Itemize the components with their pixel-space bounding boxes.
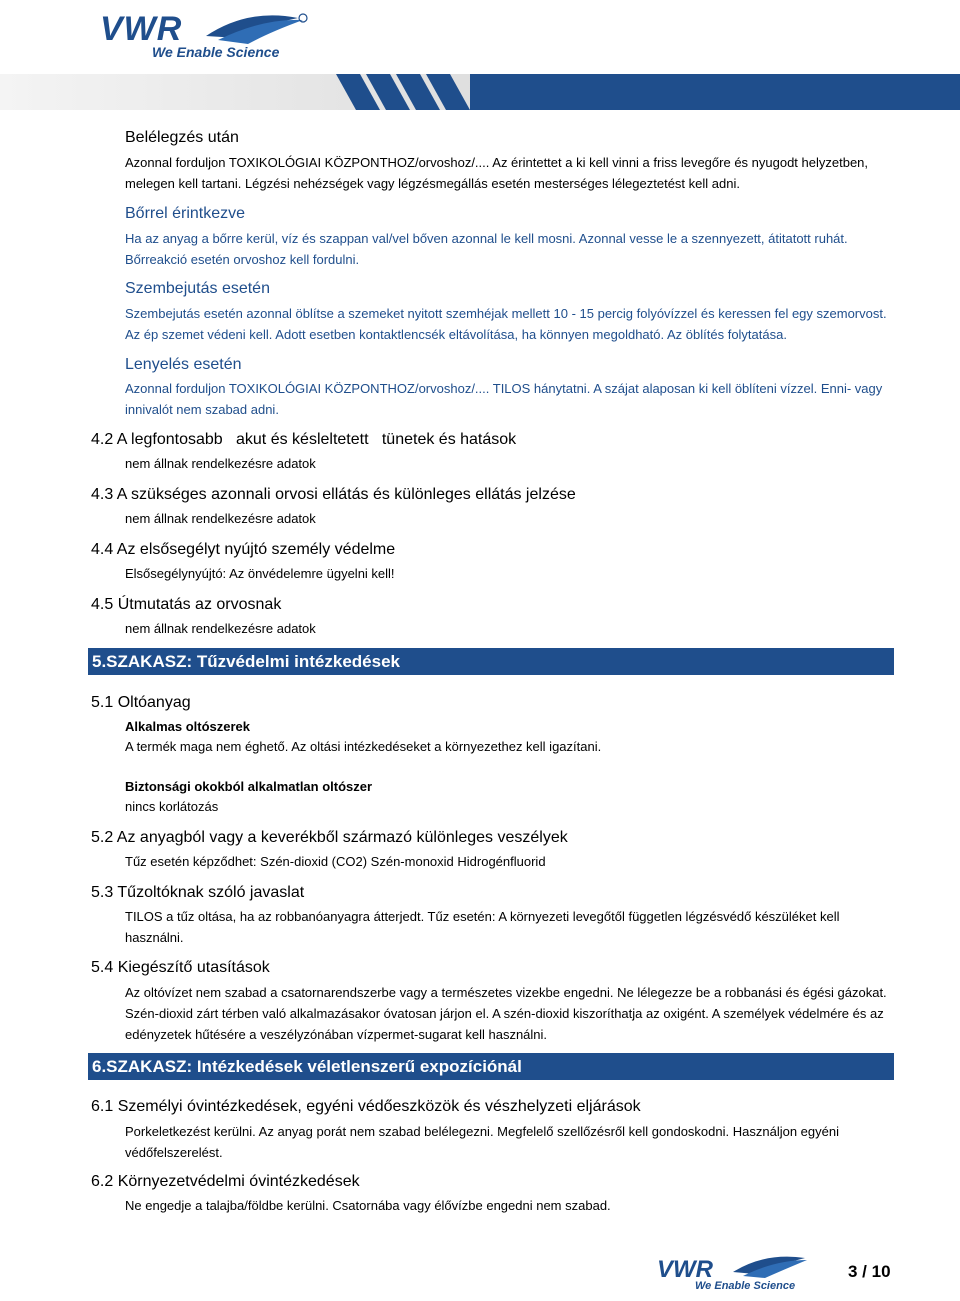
section-5-4-text-body: Az oltóvízet nem szabad a csatornarendszerbe vagy a természetes vizekbe engedni. Ne lélegezze be a robbanási és égési gázokat. Szén-dioxid zárt térben való alkalmazásakor óvatosan járjon el. A szén-dioxid kiszoríthatja az oxigént. A személyek védelmére és az edényzetek hűtésére a veszélyzónában vízpermet-sugarat kell használni.	[125, 985, 887, 1042]
section-6-1-text-body: Porkeletkezést kerülni. Az anyag porát nem szabad belélegezni. Megfelelő szellőzésről kell gondoskodni. Használjon egyéni védőfelszerelést.	[125, 1124, 839, 1160]
ingestion-title: Lenyelés esetén	[125, 356, 242, 373]
inhalation-text-body: Azonnal forduljon TOXIKOLÓGIAI KÖZPONTHOZ/orvoshoz/.... Az érintettet a ki kell vinni a friss levegőre és nyugodt helyzetben, melegen kell tartani. Légzési nehézségek vagy légzésmegállás esetén mesterséges lélegeztetést kell adni.	[125, 155, 869, 191]
suitable-extinguisher-label: Alkalmas oltószerek	[125, 719, 251, 734]
logo-tagline: We Enable Science	[152, 44, 280, 60]
section-5-4-text	[125, 982, 895, 1045]
chevron-pattern-icon	[470, 74, 960, 110]
section-5-3-title: 5.3 Tűzoltóknak szóló javaslat	[91, 884, 305, 901]
inhalation-text	[125, 152, 895, 194]
section-4-5-title: 4.5 Útmutatás az orvosnak	[91, 596, 282, 613]
section-4-3-title: 4.3 A szükséges azonnali orvosi ellátás és különleges ellátás jelzése	[91, 486, 576, 503]
header-navy-band	[470, 74, 960, 110]
logo-wordmark: VWR	[100, 10, 183, 48]
skin-text	[125, 228, 895, 270]
vwr-logo	[98, 6, 318, 66]
section-4-4-title: 4.4 Az elsősegélyt nyújtó személy védelme	[91, 541, 396, 558]
section-4-5-text: nem állnak rendelkezésre adatok	[125, 621, 316, 636]
section-6-2-title: 6.2 Környezetvédelmi óvintézkedések	[91, 1173, 360, 1190]
section-5-banner: 5.SZAKASZ: Tűzvédelmi intézkedések	[88, 648, 894, 675]
footer-vwr-logo	[655, 1250, 815, 1296]
footer-logo-tagline: We Enable Science	[695, 1280, 796, 1292]
skin-text-1: Ha az anyag a bőrre kerül, víz és szappan val/vel bőven azonnal le kell mosni. Azonnal vesse le a szennyezett, átitatott ruhát.	[125, 231, 848, 246]
inhalation-title: Belélegzés után	[125, 129, 239, 146]
section-4-2-text: nem állnak rendelkezésre adatok	[125, 456, 316, 471]
page-number: 3 / 10	[848, 1262, 891, 1281]
header-chevrons-icon	[336, 74, 476, 110]
skin-text-2: Bőrreakció esetén orvoshoz kell fordulni.	[125, 252, 360, 267]
eye-text-body: Szembejutás esetén azonnal öblítse a szemeket nyitott szemhéjak mellett 10 - 15 percig folyóvízzel és keressen fel egy szemorvost. Az ép szemet védeni kell. Adott esetben kontaktlencsék eltávolítása, ha könnyen megoldható. Az öblítés folytatása.	[125, 306, 887, 342]
section-6-1-title: 6.1 Személyi óvintézkedések, egyéni védőeszközök és vészhelyzeti eljárások	[91, 1098, 641, 1115]
eye-title: Szembejutás esetén	[125, 280, 270, 297]
section-5-2-text: Tűz esetén képződhet: Szén-dioxid (CO2) Szén-monoxid Hidrogénfluorid	[125, 854, 546, 869]
footer-logo-wordmark: VWR	[657, 1256, 713, 1283]
section-5-1-title: 5.1 Oltóanyag	[91, 694, 191, 711]
section-6-1-text	[125, 1121, 895, 1163]
suitable-extinguisher-text: A termék maga nem éghető. Az oltási intézkedéseket a környezethez kell igazítani.	[125, 739, 602, 754]
eye-text	[125, 303, 895, 345]
unsuitable-extinguisher-text: nincs korlátozás	[125, 799, 219, 814]
section-4-3-text: nem állnak rendelkezésre adatok	[125, 511, 316, 526]
section-5-3-text	[125, 906, 895, 948]
section-4-2-title: 4.2 A legfontosabb akut és késleltetett tünetek és hatások	[91, 431, 517, 448]
section-6-2-text: Ne engedje a talajba/földbe kerülni. Csatornába vagy élővízbe engedni nem szabad.	[125, 1198, 611, 1213]
section-5-2-title: 5.2 Az anyagból vagy a keverékből származó különleges veszélyek	[91, 829, 568, 846]
section-5-4-title: 5.4 Kiegészítő utasítások	[91, 959, 270, 976]
skin-title: Bőrrel érintkezve	[125, 205, 246, 222]
unsuitable-extinguisher-label: Biztonsági okokból alkalmatlan oltószer	[125, 779, 373, 794]
section-6-banner: 6.SZAKASZ: Intézkedések véletlenszerű expozíciónál	[88, 1053, 894, 1080]
ingestion-text	[125, 378, 895, 420]
ingestion-text-body: Azonnal forduljon TOXIKOLÓGIAI KÖZPONTHOZ/orvoshoz/.... TILOS hánytatni. A szájat alaposan ki kell öblíteni vízzel. Enni- vagy innivalót nem szabad adni.	[125, 381, 883, 417]
section-5-3-text-body: TILOS a tűz oltása, ha az robbanóanyagra átterjedt. Tűz esetén: A környezeti levegőtől független légzésvédő készüléket kell használni.	[125, 909, 840, 945]
section-4-4-text: Elsősegélynyújtó: Az önvédelemre ügyelni kell!	[125, 566, 395, 581]
